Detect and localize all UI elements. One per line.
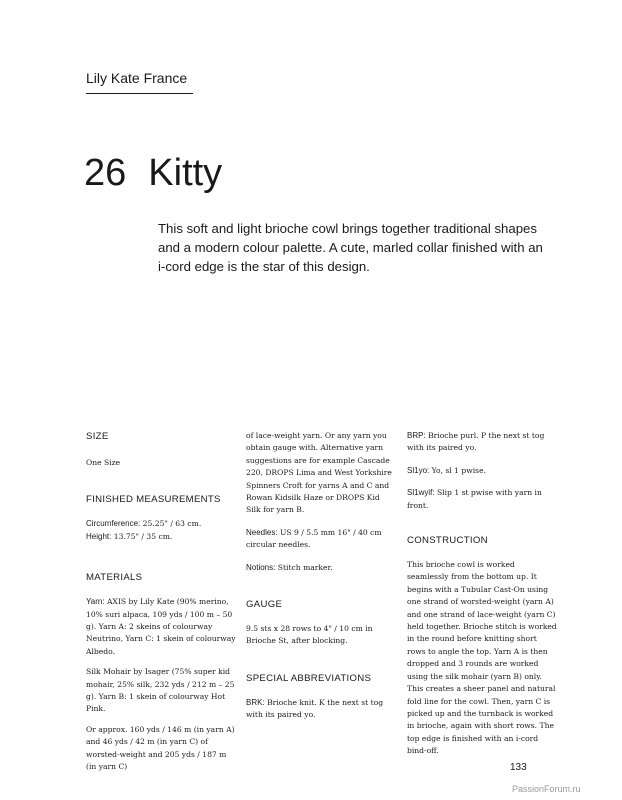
pattern-title [84,150,222,196]
size-value: One Size [86,458,121,467]
abbrev-heading: SPECIAL ABBREVIATIONS [246,672,372,684]
yarn-label: Yarn: [86,597,105,607]
brk-label: BRK: [246,697,265,707]
column-1 [86,430,236,774]
page-number: 133 [510,762,527,773]
brp-text: Brioche purl. P the next st tog with its paired yo. [407,431,545,453]
height-label: Height: [86,531,112,541]
needles-text: US 9 / 5.5 mm 16" / 40 cm circular needles. [246,527,382,550]
approx-paragraph: Or approx. 160 yds / 146 m (in yarn A) and 46 yds / 42 m (in yarn C) of worsted-weight and 205 yds / 187 m (in yarn C) [86,724,235,772]
brp-paragraph [407,430,557,455]
materials-continued: of lace-weight yarn. Or any yarn you obtain gauge with. Alternative yarn suggestions are for example Cascade 220, DROPS Lima and West Yorkshire Spinners Croft for yarns A and C and Rowan Kidsilk Haze or DROPS Kid Silk for yarn B. [246,431,392,515]
needles-label: Needles: [246,527,278,537]
height-line [86,531,236,543]
circumference-line [86,518,236,530]
pattern-name: Kitty [148,152,223,194]
designer-underline [86,93,193,94]
sl1wyif-paragraph [407,487,557,512]
column-3 [407,430,557,758]
intro-paragraph: This soft and light brioche cowl brings together traditional shapes and a modern colour palette. A cute, marled collar finished with an i-cord edge is the star of this design. [158,221,543,274]
sl1yo-label: Sl1yo: [407,465,430,475]
brp-label: BRP: [407,431,426,440]
designer-name: Lily Kate France [86,70,188,86]
notions-text: Stitch marker. [277,562,333,572]
height-value: 13.75" / 35 cm. [113,531,173,541]
yarn-text: AXIS by Lily Kate (90% merino, 10% suri alpaca, 109 yds / 100 m – 50 g). Yarn A: 2 skeins of colourway Neutrino, Yarn C: 1 skein of colourway Albedo. [86,597,236,656]
materials-heading: MATERIALS [86,572,143,584]
column-2 [246,430,396,722]
construction-heading: CONSTRUCTION [407,535,488,547]
pattern-number: 26 [84,152,127,194]
construction-text: This brioche cowl is worked seamlessly from the bottom up. It begins with a Tubular Cast-On using one strand of worsted-weight (yarn A) and one strand of lace-weight (yarn C) held together. Brioche stitch is worked in the round before knitting short rows to angle the top. Yarn A is then dropped and 3 rounds are worked using the silk mohair (yarn B) only. This creates a sheer panel and natural fold line for the cowl. Then, yarn C is picked up and the turnback is worked in brioche, again with short rows. The top edge is finished with an i-cord bind-off. [407,560,557,756]
sl1yo-paragraph [407,465,557,477]
needles-paragraph [246,527,396,552]
size-heading: SIZE [86,431,109,442]
yarn-paragraph [86,596,236,658]
gauge-text: 9.5 sts x 28 rows to 4" / 10 cm in Brioche St, after blocking. [246,624,373,646]
sl1yo-text: Yo, sl 1 pwise. [431,465,486,475]
watermark: PassionForum.ru [512,784,581,794]
sl1wyif-label: Sl1wyif: [407,488,435,498]
brk-text: Brioche knit. K the next st tog with its paired yo. [246,697,384,720]
mohair-paragraph: Silk Mohair by Isager (75% super kid mohair, 25% silk, 232 yds / 212 m – 25 g). Yarn B: 1 skein of colourway Hot Pink. [86,667,235,714]
notions-label: Notions: [246,562,276,572]
brk-paragraph [246,697,396,722]
sl1wyif-text: Slip 1 st pwise with yarn in front. [407,488,542,510]
circumference-value: 25.25" / 63 cm. [142,519,202,529]
gauge-heading: GAUGE [246,599,283,611]
finished-heading: FINISHED MEASUREMENTS [86,494,221,506]
notions-paragraph [246,562,396,574]
circumference-label: Circumference: [86,519,141,529]
